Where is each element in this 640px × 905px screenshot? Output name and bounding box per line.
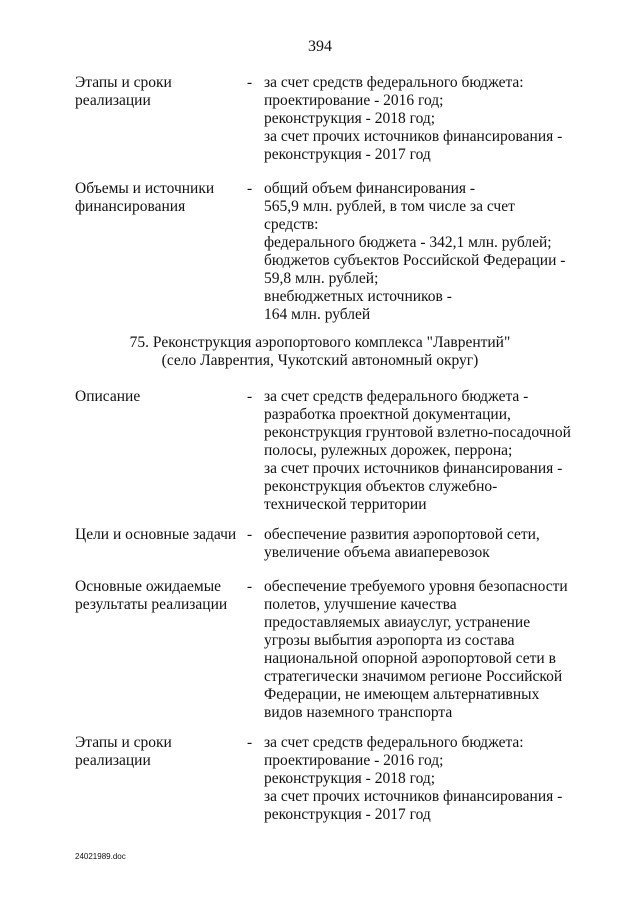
content-line: бюджетов субъектов Российской Федерации - xyxy=(264,252,566,269)
row-label-line: реализации xyxy=(75,92,151,109)
content-line: 59,8 млн. рублей; xyxy=(264,270,379,287)
footer-filename: 24021989.doc xyxy=(75,852,126,861)
content-line: технической территории xyxy=(264,496,427,513)
content-line: за счет средств федерального бюджета: xyxy=(264,734,524,751)
content-line: реконструкция - 2018 год; xyxy=(264,110,436,127)
row-label-line: результаты реализации xyxy=(75,596,228,613)
content-line: общий объем финансирования - xyxy=(264,180,476,197)
content-line: реконструкция грунтовой взлетно-посадочной xyxy=(264,424,571,441)
content-line: внебюджетных источников - xyxy=(264,288,452,305)
content-line: видов наземного транспорта xyxy=(264,704,453,721)
page-number: 394 xyxy=(308,38,332,55)
row-label-line: Объемы и источники xyxy=(75,180,215,197)
content-line: проектирование - 2016 год; xyxy=(264,92,444,109)
section-heading xyxy=(0,334,640,370)
row-content xyxy=(264,734,594,824)
content-line: обеспечение требуемого уровня безопасности xyxy=(264,578,568,595)
row-content xyxy=(264,526,594,562)
content-line: обеспечение развития аэропортовой сети, xyxy=(264,526,540,543)
content-line: за счет средств федерального бюджета - xyxy=(264,388,529,405)
content-line: реконструкция - 2017 год xyxy=(264,146,431,163)
row-label xyxy=(75,734,240,770)
content-line: средств: xyxy=(264,216,319,233)
content-line: угрозы выбытия аэропорта из состава xyxy=(264,632,515,649)
row-label-line: Цели и основные задачи xyxy=(75,526,237,543)
content-line: стратегически значимом регионе Российской xyxy=(264,668,563,685)
row-label xyxy=(75,526,240,544)
content-line: реконструкция - 2017 год xyxy=(264,806,431,823)
content-line: за счет средств федерального бюджета: xyxy=(264,74,524,91)
row-label-line: финансирования xyxy=(75,198,186,215)
content-line: полосы, рулежных дорожек, перрона; xyxy=(264,442,513,459)
content-line: увеличение объема авиаперевозок xyxy=(264,544,490,561)
row-dash: - xyxy=(247,180,253,197)
content-line: разработка проектной документации, xyxy=(264,406,511,423)
row-dash: - xyxy=(247,526,253,543)
content-line: полетов, улучшение качества xyxy=(264,596,457,613)
row-label-line: Этапы и сроки xyxy=(75,74,172,91)
content-line: за счет прочих источников финансирования - xyxy=(264,460,563,477)
row-label-line: Основные ожидаемые xyxy=(75,578,222,595)
content-line: предоставляемых авиауслуг, устранение xyxy=(264,614,531,631)
section-heading-location: (село Лаврентия, Чукотский автономный округ) xyxy=(161,352,479,369)
row-label-line: Описание xyxy=(75,388,141,405)
row-content xyxy=(264,578,594,722)
content-line: за счет прочих источников финансирования - xyxy=(264,788,563,805)
row-content xyxy=(264,388,594,514)
content-line: национальной опорной аэропортовой сети в xyxy=(264,650,556,667)
row-label-line: Этапы и сроки xyxy=(75,734,172,751)
content-line: федерального бюджета - 342,1 млн. рублей; xyxy=(264,234,552,251)
row-content xyxy=(264,74,594,164)
content-line: реконструкция объектов служебно- xyxy=(264,478,498,495)
row-dash: - xyxy=(247,734,253,751)
row-label xyxy=(75,180,240,216)
content-line: проектирование - 2016 год; xyxy=(264,752,444,769)
row-label xyxy=(75,74,240,110)
row-label xyxy=(75,578,240,614)
row-label xyxy=(75,388,240,406)
content-line: за счет прочих источников финансирования - xyxy=(264,128,563,145)
row-dash: - xyxy=(247,388,253,405)
row-content xyxy=(264,180,594,324)
section-heading-title: 75. Реконструкция аэропортового комплекса "Лаврентий" xyxy=(129,334,511,351)
content-line: 164 млн. рублей xyxy=(264,306,371,323)
row-label-line: реализации xyxy=(75,752,151,769)
content-line: Федерации, не имеющем альтернативных xyxy=(264,686,540,703)
row-dash: - xyxy=(247,578,253,595)
content-line: 565,9 млн. рублей, в том числе за счет xyxy=(264,198,515,215)
row-dash: - xyxy=(247,74,253,91)
content-line: реконструкция - 2018 год; xyxy=(264,770,436,787)
